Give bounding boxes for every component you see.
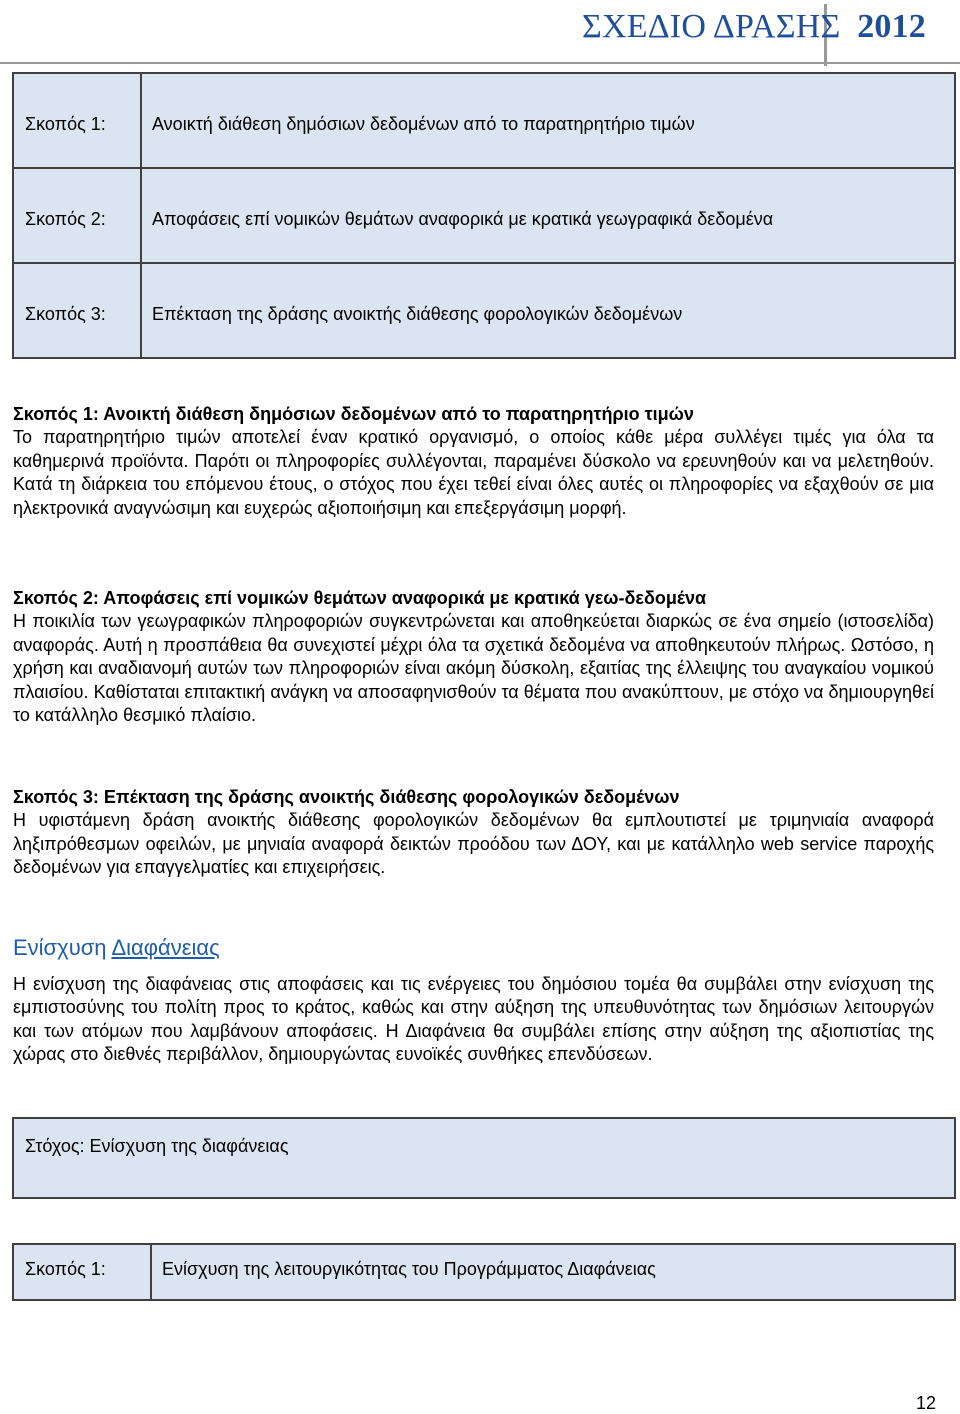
section-goal-3: [13, 786, 934, 880]
section-body: Η υφιστάμενη δράση ανοικτής διάθεσης φορολογικών δεδομένων θα εμπλουτιστεί με τριμηνιαία αναφορά ληξιπρόθεσμων οφειλών, με μηνιαία αναφορά δεικτών προόδου των ΔΟΥ, και με κατάλληλο web service παροχής δεδομένων για επαγγελματίες και επιχειρήσεις.: [13, 810, 934, 878]
section-heading: Σκοπός 3: Επέκταση της δράσης ανοικτής διάθεσης φορολογικών δεδομένων: [13, 787, 680, 807]
transparency-heading: [13, 935, 220, 961]
goal-label: Σκοπός 2:: [25, 209, 106, 229]
section-heading: Σκοπός 2: Αποφάσεις επί νομικών θεμάτων αναφορικά με κρατικά γεω-δεδομένα: [13, 588, 707, 608]
section-body: Το παρατηρητήριο τιμών αποτελεί έναν κρατικό οργανισμό, ο οποίος κάθε μέρα συλλέγει τιμές για όλα τα καθημερινά προϊόντα. Παρότι οι πληροφορίες συλλέγονται, παραμένει δύσκολο να ερευνηθούν και να μελετηθούν. Κατά τη διάρκεια του επόμενου έτους, ο στόχος που έχει τεθεί είναι όλες αυτές οι πληροφορίες να εξαχθούν σε μια ηλεκτρονικά αναγνώσιμη και ευχερώς αξιοποιήσιμη και επεξεργάσιμη μορφή.: [13, 427, 934, 518]
goals-row: [13, 73, 955, 168]
target-text: Στόχος: Ενίσχυση της διαφάνειας: [25, 1136, 289, 1156]
target-box: [12, 1117, 956, 1199]
page-number: 12: [915, 1393, 936, 1413]
goal-text: Επέκταση της δράσης ανοικτής διάθεσης φορολογικών δεδομένων: [152, 304, 683, 324]
section-heading: Σκοπός 1: Ανοικτή διάθεση δημόσιων δεδομένων από το παρατηρητήριο τιμών: [13, 404, 694, 424]
goal-label: Σκοπός 3:: [25, 304, 106, 324]
page-header: [0, 0, 960, 64]
goal-box-table: [12, 1243, 956, 1301]
header-horizontal-rule: [0, 62, 960, 64]
goals-table: [12, 72, 956, 359]
section-goal-2: [13, 587, 934, 727]
section-body: Η ποικιλία των γεωγραφικών πληροφοριών συγκεντρώνεται και αποθηκεύεται διαρκώς σε ένα σημείο (ιστοσελίδα) αναφοράς. Αυτή η προσπάθεια θα συνεχιστεί μέχρι όλα τα σχετικά δεδομένα να αποθηκευτούν πλήρως. Ωστόσο, η χρήση και αναδιανομή αυτών των πληροφοριών είναι ακόμη δύσκολη, εξαιτίας της έλλειψης του αναγκαίου νομικού πλαισίου. Καθίσταται επιτακτική ανάγκη να αποσαφηνισθούν τα θέματα που ανακύπτουν, με στόχο να δημιουργηθεί το κατάλληλο θεσμικό πλαίσιο.: [13, 611, 934, 726]
goal-label: Σκοπός 1:: [25, 114, 106, 134]
section-goal-1: [13, 403, 934, 520]
goal-box-row: [13, 1244, 955, 1300]
goal-box-label: Σκοπός 1:: [25, 1259, 106, 1279]
goal-box-text: Ενίσχυση της λειτουργικότητας του Προγράμματος Διαφάνειας: [162, 1259, 656, 1279]
goals-row: [13, 263, 955, 358]
transparency-section: [13, 973, 934, 1067]
header-title-text: ΣΧΕΔΙΟ ΔΡΑΣΗΣ: [582, 8, 841, 45]
goals-row: [13, 168, 955, 263]
header-title: [582, 8, 926, 46]
goal-text: Ανοικτή διάθεση δημόσιων δεδομένων από το παρατηρητήριο τιμών: [152, 114, 695, 134]
goal-text: Αποφάσεις επί νομικών θεμάτων αναφορικά με κρατικά γεωγραφικά δεδομένα: [152, 209, 774, 229]
header-year: 2012: [857, 8, 926, 45]
transparency-heading-part2: Διαφάνειας: [111, 935, 220, 960]
transparency-heading-part1: Ενίσχυση: [13, 935, 112, 960]
transparency-body: Η ενίσχυση της διαφάνειας στις αποφάσεις και τις ενέργειες του δημόσιου τομέα θα συμβάλει στην ενίσχυση της εμπιστοσύνης του πολίτη προς το κράτος, καθώς και στην αύξηση της υπευθυνότητας των δημόσιων λειτουργών και των ατόμων που λαμβάνουν αποφάσεις. Η Διαφάνεια θα συμβάλει επίσης στην αύξηση της αξιοπιστίας της χώρας στο διεθνές περιβάλλον, δημιουργώντας ευνοϊκές συνθήκες επενδύσεων.: [13, 974, 934, 1065]
